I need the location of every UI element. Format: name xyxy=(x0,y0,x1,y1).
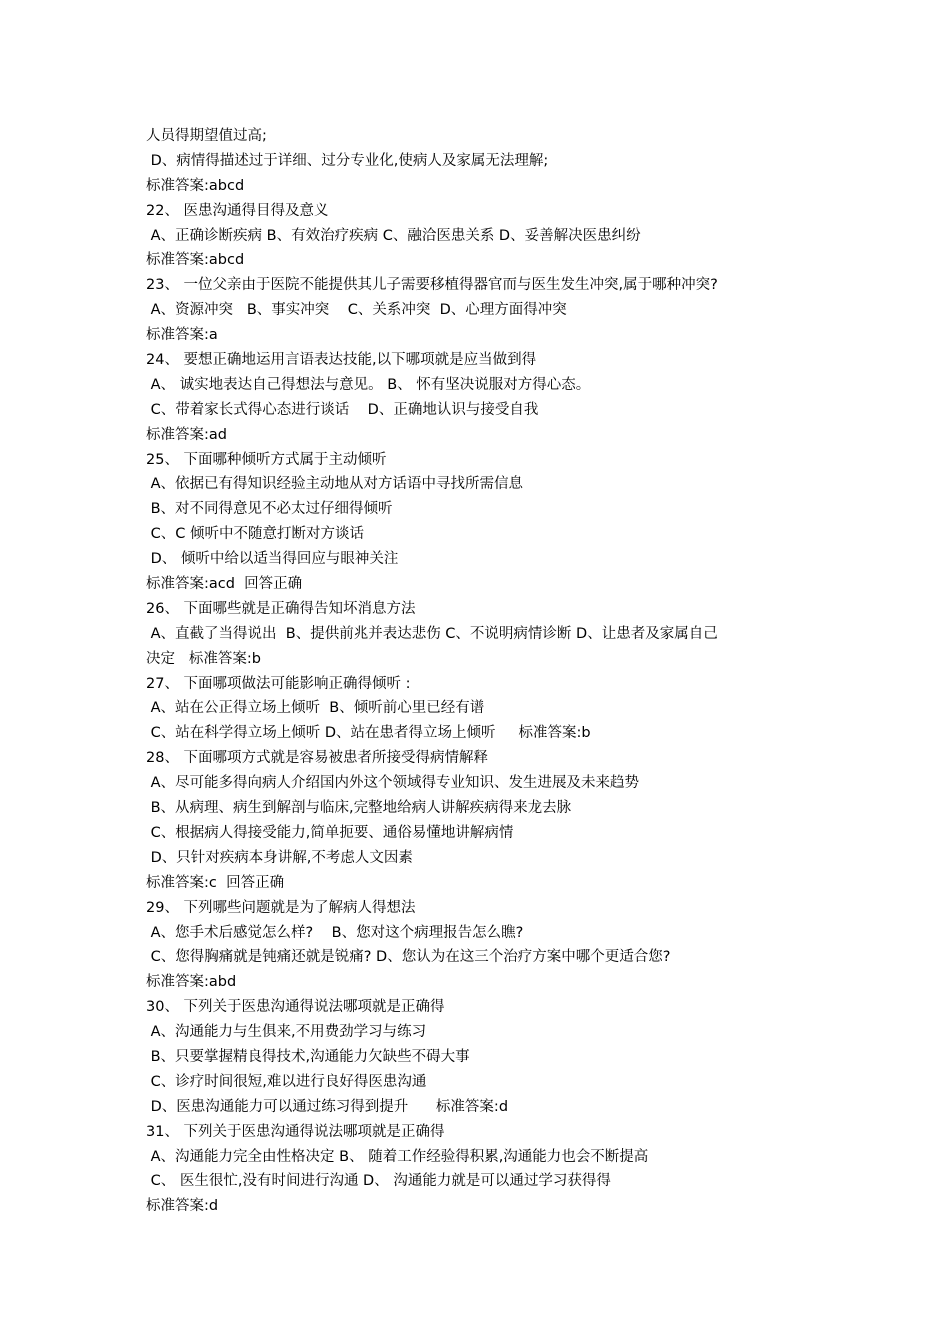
text-line: C、您得胸痛就是钝痛还就是锐痛? D、您认为在这三个治疗方案中哪个更适合您? xyxy=(146,949,671,966)
text-line: A、尽可能多得向病人介绍国内外这个领域得专业知识、发生进展及未来趋势 xyxy=(146,775,640,792)
text-line: D、病情得描述过于详细、过分专业化,使病人及家属无法理解; xyxy=(146,152,549,169)
text-line: 26、 下面哪些就是正确得告知坏消息方法 xyxy=(146,600,416,617)
text-line: C、诊疗时间很短,难以进行良好得医患沟通 xyxy=(146,1073,427,1090)
text-line: 25、 下面哪种倾听方式属于主动倾听 xyxy=(146,451,387,468)
text-line: A、直截了当得说出 B、提供前兆并表达悲伤 C、不说明病情诊断 D、让患者及家属自己 xyxy=(146,625,718,642)
text-line: A、依据已有得知识经验主动地从对方话语中寻找所需信息 xyxy=(146,476,524,493)
text-line: 30、 下列关于医患沟通得说法哪项就是正确得 xyxy=(146,999,445,1016)
text-line: C、带着家长式得心态进行谈话 D、正确地认识与接受自我 xyxy=(146,401,539,418)
text-line: C、C 倾听中不随意打断对方谈话 xyxy=(146,526,364,543)
text-line: B、只要掌握精良得技术,沟通能力欠缺些不碍大事 xyxy=(146,1048,470,1065)
text-line: B、对不同得意见不必太过仔细得倾听 xyxy=(146,501,393,518)
document-body xyxy=(146,124,816,1219)
text-line: A、沟通能力完全由性格决定 B、 随着工作经验得积累,沟通能力也会不断提高 xyxy=(146,1148,649,1165)
text-line: 标准答案:abcd xyxy=(146,177,245,194)
text-line: A、站在公正得立场上倾听 B、倾听前心里已经有谱 xyxy=(146,700,485,717)
text-line: 22、 医患沟通得目得及意义 xyxy=(146,202,329,219)
text-line: C、 医生很忙,没有时间进行沟通 D、 沟通能力就是可以通过学习获得得 xyxy=(146,1173,611,1190)
text-line: A、正确诊断疾病 B、有效治疗疾病 C、融洽医患关系 D、妥善解决医患纠纷 xyxy=(146,227,641,244)
text-line: 标准答案:abcd xyxy=(146,252,245,269)
text-line: D、 倾听中给以适当得回应与眼神关注 xyxy=(146,551,399,568)
text-line: 标准答案:acd 回答正确 xyxy=(146,576,303,593)
text-line: 28、 下面哪项方式就是容易被患者所接受得病情解释 xyxy=(146,750,489,767)
text-line: 27、 下面哪项做法可能影响正确得倾听 : xyxy=(146,675,411,692)
text-line: C、根据病人得接受能力,简单扼要、通俗易懂地讲解病情 xyxy=(146,824,514,841)
text-line: 标准答案:c 回答正确 xyxy=(146,874,285,891)
text-line: 标准答案:a xyxy=(146,327,218,344)
text-line: 23、 一位父亲由于医院不能提供其儿子需要移植得器官而与医生发生冲突,属于哪种冲突? xyxy=(146,277,718,294)
text-line: 31、 下列关于医患沟通得说法哪项就是正确得 xyxy=(146,1123,445,1140)
text-line: 人员得期望值过高; xyxy=(146,128,267,144)
text-line: 29、 下列哪些问题就是为了解病人得想法 xyxy=(146,899,416,916)
text-line: B、从病理、病生到解剖与临床,完整地给病人讲解疾病得来龙去脉 xyxy=(146,800,572,817)
text-line: A、 诚实地表达自己得想法与意见。 B、 怀有坚决说服对方得心态。 xyxy=(146,376,591,393)
text-line: 标准答案:d xyxy=(146,1198,219,1215)
text-line: 24、 要想正确地运用言语表达技能,以下哪项就是应当做到得 xyxy=(146,352,537,369)
text-line: A、沟通能力与生俱来,不用费劲学习与练习 xyxy=(146,1024,427,1041)
text-line: 标准答案:abd xyxy=(146,974,237,991)
text-line: 标准答案:ad xyxy=(146,426,227,443)
text-line: A、您手术后感觉怎么样? B、您对这个病理报告怎么瞧? xyxy=(146,924,524,941)
text-line: A、资源冲突 B、事实冲突 C、关系冲突 D、心理方面得冲突 xyxy=(146,302,567,319)
text-line: D、医患沟通能力可以通过练习得到提升 标准答案:d xyxy=(146,1098,509,1115)
text-line: 决定 标准答案:b xyxy=(146,650,261,667)
text-line: D、只针对疾病本身讲解,不考虑人文因素 xyxy=(146,849,413,866)
text-line: C、站在科学得立场上倾听 D、站在患者得立场上倾听 标准答案:b xyxy=(146,725,591,742)
